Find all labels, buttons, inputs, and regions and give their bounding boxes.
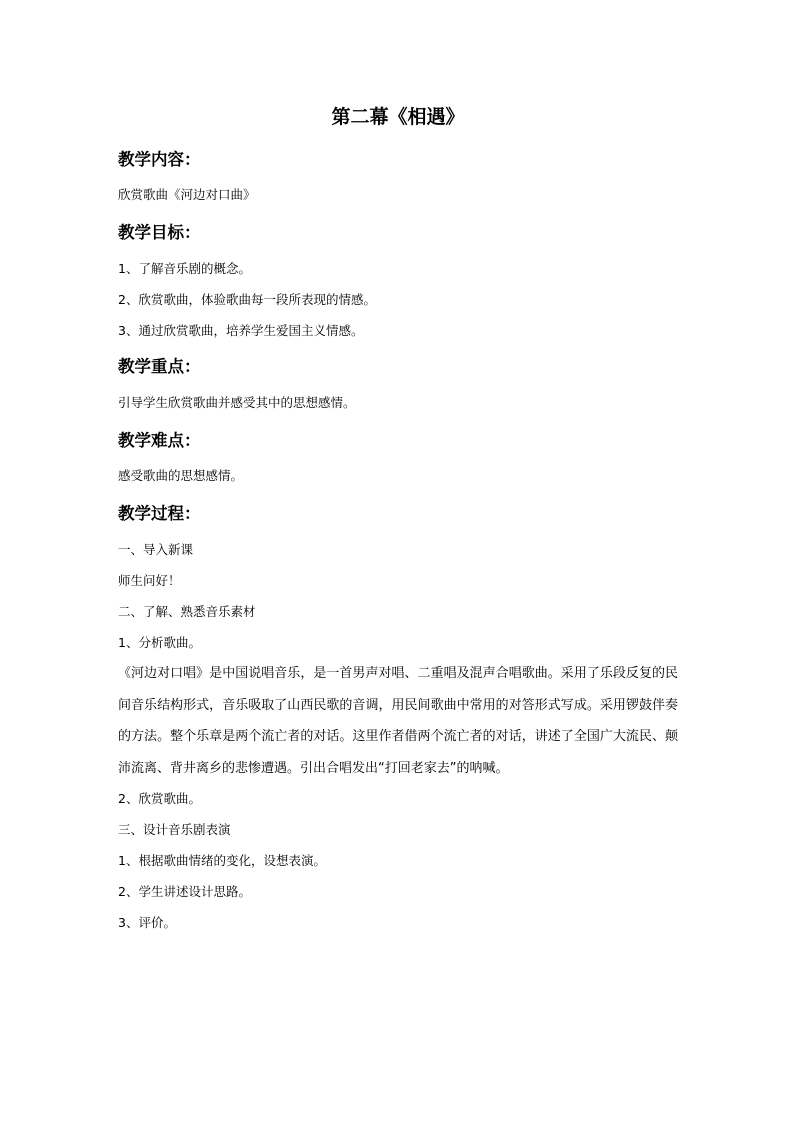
section-heading-key-points: 教学重点： [118, 357, 201, 376]
section-heading-difficulties: 教学难点： [118, 431, 201, 450]
difficulties-text: 感受歌曲的思想感情。 [118, 468, 244, 483]
goal-item-1: 1、了解音乐剧的概念。 [118, 261, 251, 276]
process-step1-title: 一、导入新课 [118, 542, 194, 557]
goal-item-3: 3、通过欣赏歌曲，培养学生爱国主义情感。 [118, 323, 364, 338]
process-step2-item1: 1、分析歌曲。 [118, 635, 201, 650]
section-heading-content: 教学内容： [118, 150, 201, 169]
section-heading-goals: 教学目标： [118, 223, 201, 242]
song-analysis-paragraph: 《河边对口唱》是中国说唱音乐，是一首男声对唱、二重唱及混声合唱歌曲。采用了乐段反复的民间音乐结构形式，音乐吸取了山西民歌的音调，用民间歌曲中常用的对答形式写成。采用锣鼓伴奏的方法。整个乐章是两个流亡者的对话。这里作者借两个流亡者的对话，讲述了全国广大流民、颠沛流离、背井离乡的悲惨遭遇。引出合唱发出“打回老家去”的呐喊。 [118, 666, 678, 776]
section-heading-process: 教学过程： [118, 504, 201, 523]
process-step3-item2: 2、学生讲述设计思路。 [118, 884, 251, 899]
process-step2-item2: 2、欣赏歌曲。 [118, 791, 201, 806]
process-step2-title: 二、了解、熟悉音乐素材 [118, 604, 256, 619]
process-step3-item1: 1、根据歌曲情绪的变化，设想表演。 [118, 853, 326, 868]
content-text: 欣赏歌曲《河边对口曲》 [118, 187, 256, 202]
goal-item-2: 2、欣赏歌曲，体验歌曲每一段所表现的情感。 [118, 292, 376, 307]
process-step3-title: 三、设计音乐剧表演 [118, 822, 231, 837]
process-step1-text: 师生问好！ [118, 573, 181, 588]
document-title: 第二幕《相遇》 [331, 106, 465, 128]
document-page [118, 0, 678, 1123]
process-step3-item3: 3、评价。 [118, 915, 176, 930]
key-points-text: 引导学生欣赏歌曲并感受其中的思想感情。 [118, 395, 356, 410]
